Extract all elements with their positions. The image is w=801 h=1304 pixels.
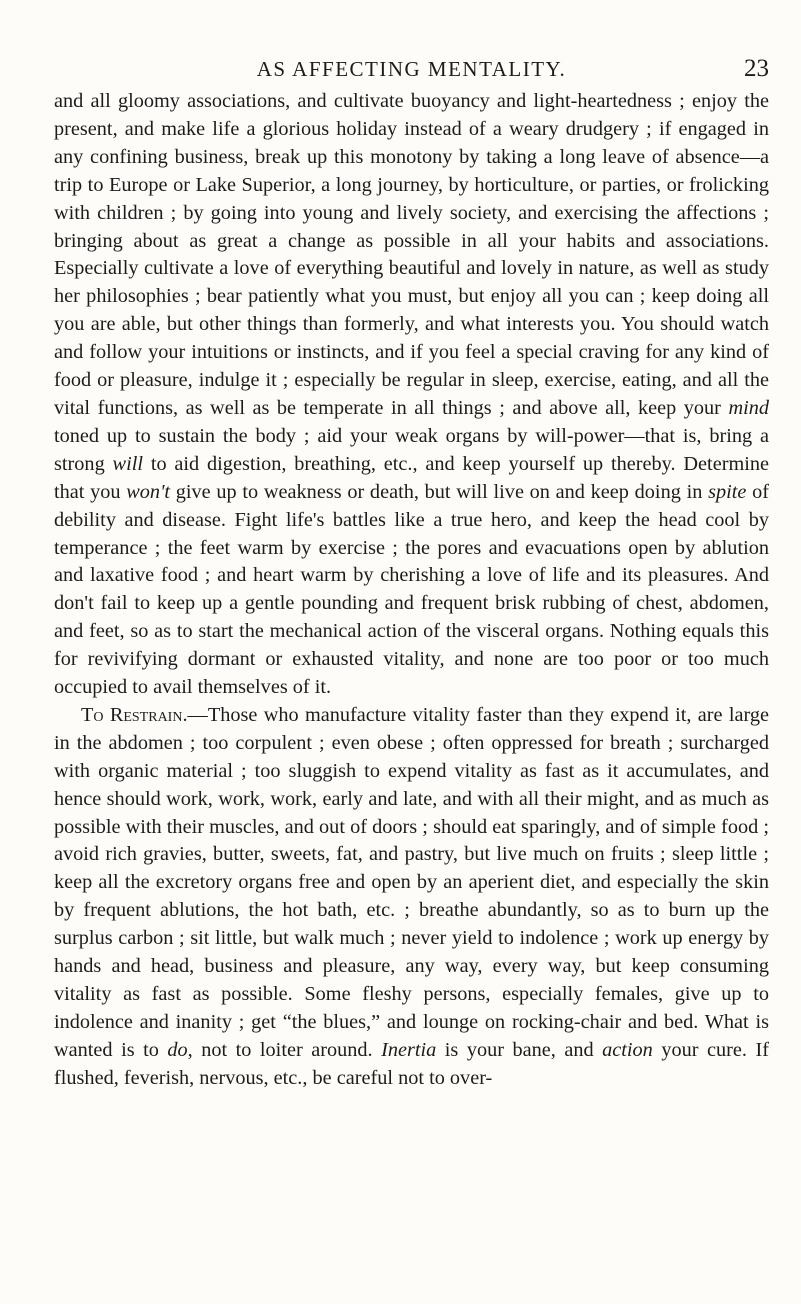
emphasis-mind: mind: [728, 396, 769, 419]
text-run: toned up to sustain the body ; aid your weak organs by will-power—that is, bring a strong: [54, 424, 769, 475]
text-run: —Those who manufacture vitality faster than they expend it, are large in the abdomen ; too corpulent ; even obese ; often oppressed for breath ; surcharged with organic material ; too sluggish to expend vitality as fast as it accumulates, and hence should work, work, work, early and late, and with all their might, and as much as possible with their muscles, and out of doors ; should eat sparingly, and of simple food ; avoid rich gravies, butter, sweets, fat, and pastry, but live much on fruits ; sleep little ; keep all the excretory organs free and open by an aperient diet, and especially the skin by frequent ablutions, the hot bath, etc. ; breathe abundantly, so as to burn up the surplus carbon ; sit little, but walk much ; never yield to indolence ; work up energy by hands and head, business and pleasure, any way, every way, but keep consuming vitality as fast as possible. Some fleshy persons, especially females, give up to indolence and inanity ; get “the blues,” and lounge on rocking-chair and bed. What is wanted is to: [54, 703, 770, 1061]
text-run: is your bane, and: [436, 1038, 603, 1061]
emphasis-inertia: Inertia: [381, 1038, 437, 1061]
emphasis-spite: spite: [708, 480, 747, 503]
text-run: , not to loiter around.: [187, 1038, 382, 1061]
emphasis-wont: won't: [126, 480, 171, 503]
emphasis-will: will: [112, 452, 143, 475]
page-number: 23: [744, 55, 769, 82]
text-run: to aid digestion, breathing, etc., and keep yourself up thereby. Determine that you: [54, 452, 769, 503]
text-run: and all gloomy associations, and cultivate buoyancy and light-heartedness ; enjoy the present, and make life a glorious holiday instead of a weary drudgery ; if engaged in any confining business, break up this monotony by taking a long leave of absence—a trip to Europe or Lake Superior, a long journey, by horticulture, or parties, or frolicking with children ; by going into young and lively society, and exercising the affections ; bringing about as great a change as possible in all your habits and associations. Especially cultivate a love of everything beautiful and lovely in nature, as well as study her philosophies ; bear patiently what you must, but enjoy all you can ; keep doing all you are able, but other things than formerly, and what interests you. You should watch and follow your intuitions or instincts, and if you feel a special craving for any kind of food or pleasure, indulge it ; especially be regular in sleep, exercise, eating, and all the vital functions, as well as be temperate in all things ; and above all, keep your: [54, 90, 769, 419]
body-text: [54, 88, 769, 1093]
emphasis-action: action: [602, 1038, 653, 1061]
running-title: AS AFFECTING MENTALITY.: [256, 57, 567, 81]
section-heading: To Restrain.: [81, 703, 188, 726]
text-run: of debility and disease. Fight life's battles like a true hero, and keep the head cool by temperance ; the feet warm by exercise ; the pores and evacuations open by ablution and laxative food ; and heart warm by cherishing a love of life and its pleasures. And don't fail to keep up a gentle pounding and frequent brisk rubbing of chest, abdomen, and feet, so as to start the mechanical action of the visceral organs. Nothing equals this for revivifying dormant or exhausted vitality, and none are too poor or too much occupied to avail themselves of it.: [54, 480, 769, 699]
text-run: give up to weakness or death, but will live on and keep doing in: [170, 480, 709, 503]
text-run: your cure. If flushed, feverish, nervous, etc., be careful not to over-: [54, 1038, 769, 1089]
emphasis-do: do: [167, 1038, 188, 1061]
paragraph-to-restrain: [54, 702, 769, 1093]
paragraph-continuation: [54, 88, 769, 702]
running-head: [54, 54, 769, 84]
